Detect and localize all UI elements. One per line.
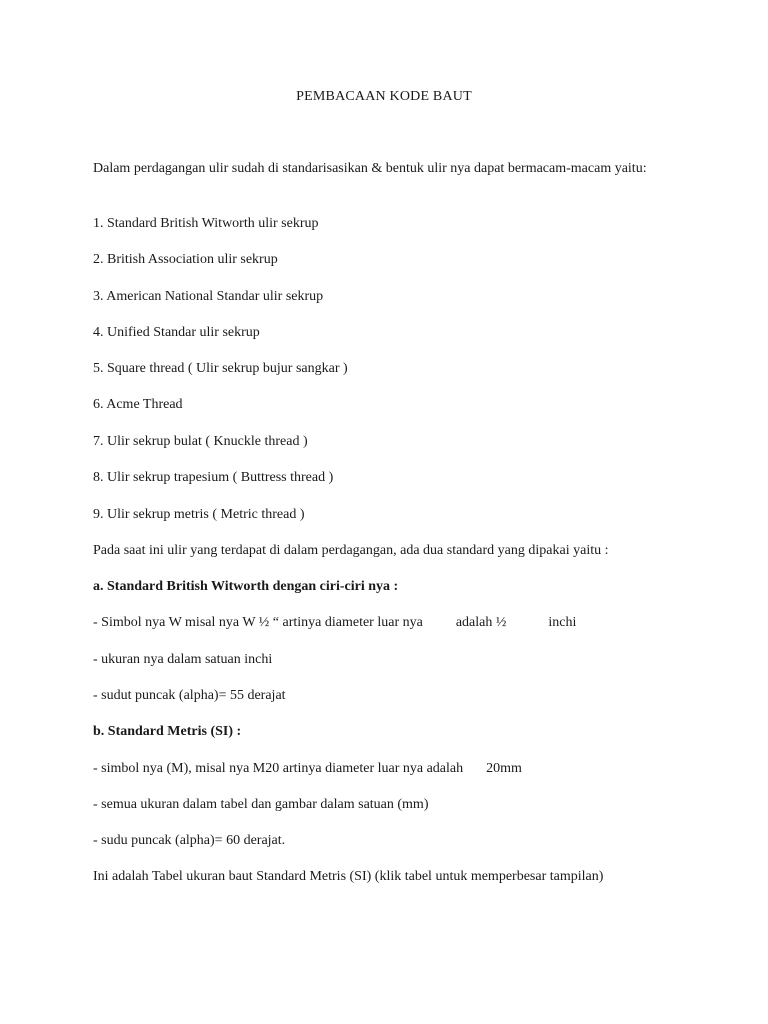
list-item: 5. Square thread ( Ulir sekrup bujur sangkar ) (93, 361, 348, 376)
section-b-line-2: - semua ukuran dalam tabel dan gambar dalam satuan (mm) (93, 797, 429, 812)
list-item: 6. Acme Thread (93, 397, 183, 412)
section-a-line-3: - sudut puncak (alpha)= 55 derajat (93, 688, 286, 703)
section-b-line-3: - sudu puncak (alpha)= 60 derajat. (93, 833, 286, 848)
list-item: 7. Ulir sekrup bulat ( Knuckle thread ) (93, 434, 308, 449)
section-a-line-1-text: - Simbol nya W misal nya W ½ “ artinya diameter luar nya (93, 615, 423, 630)
section-a-line-1-unit: inchi (548, 615, 577, 630)
list-item: 1. Standard British Witworth ulir sekrup (93, 216, 319, 231)
document-title: PEMBACAAN KODE BAUT (296, 89, 472, 104)
section-a-line-1 (93, 614, 576, 632)
list-item: 3. American National Standar ulir sekrup (93, 289, 324, 304)
section-a-line-1-value: adalah ½ (455, 615, 507, 630)
standards-intro: Pada saat ini ulir yang terdapat di dalam perdagangan, ada dua standard yang dipakai yaitu : (93, 543, 609, 558)
section-a-heading: a. Standard British Witworth dengan ciri-ciri nya : (93, 579, 399, 594)
list-item: 2. British Association ulir sekrup (93, 252, 278, 267)
section-b-line-1 (93, 760, 522, 778)
closing-paragraph: Ini adalah Tabel ukuran baut Standard Metris (SI) (klik tabel untuk memperbesar tampilan) (93, 869, 604, 884)
list-item: 4. Unified Standar ulir sekrup (93, 325, 260, 340)
list-item: 8. Ulir sekrup trapesium ( Buttress thread ) (93, 470, 334, 485)
section-b-heading: b. Standard Metris (SI) : (93, 724, 242, 739)
intro-paragraph: Dalam perdagangan ulir sudah di standarisasikan & bentuk ulir nya dapat bermacam-macam yaitu: (93, 161, 647, 176)
list-item: 9. Ulir sekrup metris ( Metric thread ) (93, 507, 305, 522)
section-b-line-1-value: 20mm (486, 761, 522, 776)
section-a-line-2: - ukuran nya dalam satuan inchi (93, 652, 273, 667)
section-b-line-1-text: - simbol nya (M), misal nya M20 artinya diameter luar nya adalah (93, 761, 464, 776)
